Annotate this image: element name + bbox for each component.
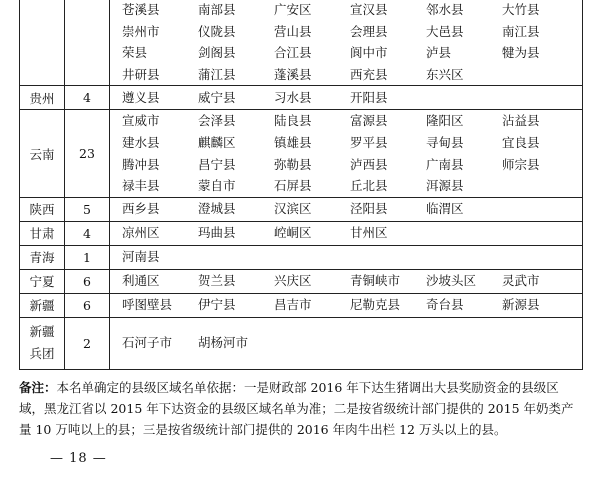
count-cell: 2: [65, 317, 110, 369]
county-grid: [110, 0, 582, 85]
county-name: 腾冲县: [122, 156, 160, 172]
county-name: 尼勒克县: [350, 297, 401, 313]
province-cell: [20, 0, 65, 86]
county-name: 灵武市: [502, 273, 540, 289]
county-name: 建水县: [122, 134, 160, 150]
province-cell: 青海: [20, 245, 65, 269]
county-name: 昌宁县: [198, 156, 236, 172]
county-name: 苍溪县: [122, 2, 160, 17]
county-grid: [110, 246, 582, 268]
county-name: 澄城县: [198, 201, 236, 217]
county-list-cell: [110, 269, 583, 293]
county-name: 荣县: [122, 45, 148, 61]
county-name: 遵义县: [122, 90, 160, 106]
count-cell: 1: [65, 245, 110, 269]
county-name: 大竹县: [502, 2, 540, 17]
county-list-cell: [110, 197, 583, 221]
county-name: 邻水县: [426, 2, 464, 17]
count-cell: [65, 0, 110, 86]
province-cell: 甘肃: [20, 221, 65, 245]
county-name: 习水县: [274, 90, 312, 106]
note-label: 备注：: [19, 380, 57, 395]
county-name: 西乡县: [122, 201, 160, 217]
county-name: 胡杨河市: [198, 335, 249, 351]
county-name: 蓬溪县: [274, 66, 312, 82]
county-name: 镇雄县: [274, 134, 312, 150]
count-cell: 6: [65, 269, 110, 293]
county-name: 师宗县: [502, 156, 540, 172]
province-cell: 贵州: [20, 86, 65, 110]
county-grid: [110, 294, 582, 316]
county-name: 泾阳县: [350, 201, 388, 217]
county-name: 隆阳区: [426, 113, 464, 129]
county-grid: [110, 270, 582, 292]
note: [19, 377, 579, 440]
county-name: 犍为县: [502, 45, 540, 61]
county-name: 青铜峡市: [350, 273, 401, 289]
county-list-cell: [110, 0, 583, 86]
county-name: 贺兰县: [198, 273, 236, 289]
county-grid: [110, 198, 582, 220]
county-name: 沾益县: [502, 113, 540, 129]
county-name: 广安区: [274, 2, 312, 17]
province-cell: 云南: [20, 110, 65, 197]
county-name: 罗平县: [350, 134, 388, 150]
table-row: [20, 245, 583, 269]
county-name: 呼图壁县: [122, 297, 173, 313]
county-name: 沙坡头区: [426, 273, 477, 289]
count-cell: 4: [65, 221, 110, 245]
county-name: 昌吉市: [274, 297, 312, 313]
county-name: 临渭区: [426, 201, 464, 217]
county-name: 井研县: [122, 66, 160, 82]
county-table: [19, 0, 583, 370]
county-name: 石河子市: [122, 335, 173, 351]
county-name: 弥勒县: [274, 156, 312, 172]
county-name: 洱源县: [426, 178, 464, 194]
county-name: 南江县: [502, 23, 540, 39]
county-name: 汉滨区: [274, 201, 312, 217]
count-cell: 4: [65, 86, 110, 110]
county-name: 东兴区: [426, 66, 464, 82]
county-name: 寻甸县: [426, 134, 464, 150]
county-name: 凉州区: [122, 225, 160, 241]
count-cell: 5: [65, 197, 110, 221]
province-cell: 新疆: [20, 293, 65, 317]
count-cell: 6: [65, 293, 110, 317]
table-row: [20, 0, 583, 86]
county-name: 剑阁县: [198, 45, 236, 61]
county-name: 丘北县: [350, 178, 388, 194]
county-list-cell: [110, 221, 583, 245]
county-name: 会理县: [350, 23, 388, 39]
county-list-cell: [110, 317, 583, 369]
county-name: 泸县: [426, 45, 452, 61]
county-name: 合江县: [274, 45, 312, 61]
county-grid: [110, 332, 582, 354]
county-grid: [110, 222, 582, 244]
county-name: 新源县: [502, 297, 540, 313]
county-name: 宣威市: [122, 113, 160, 129]
table-row: [20, 197, 583, 221]
note-text: 本名单确定的县级区域名单依据：一是财政部 2016 年下达生猪调出大县奖励资金的县级区域，黑龙江省以 2015 年下达资金的县级区域名单为准；二是按省级统计部门提供的 2015 年奶类产量 10 万吨以上的县；三是按省级统计部门提供的 2016 年肉牛出栏 12 万头以上的县。: [19, 380, 574, 437]
county-name: 仪陇县: [198, 23, 236, 39]
county-name: 富源县: [350, 113, 388, 129]
county-name: 泸西县: [350, 156, 388, 172]
province-cell: 新疆兵团: [20, 317, 65, 369]
county-name: 西充县: [350, 66, 388, 82]
county-name: 奇台县: [426, 297, 464, 313]
table-row: [20, 86, 583, 110]
county-name: 崆峒区: [274, 225, 312, 241]
county-name: 南部县: [198, 2, 236, 17]
county-name: 威宁县: [198, 90, 236, 106]
table-row: [20, 317, 583, 369]
county-grid: [110, 110, 582, 196]
table-row: [20, 221, 583, 245]
county-name: 甘州区: [350, 225, 388, 241]
county-name: 崇州市: [122, 23, 160, 39]
county-name: 广南县: [426, 156, 464, 172]
county-name: 麒麟区: [198, 134, 236, 150]
county-name: 蒲江县: [198, 66, 236, 82]
table-row: [20, 293, 583, 317]
county-name: 宣汉县: [350, 2, 388, 17]
county-name: 利通区: [122, 273, 160, 289]
county-list-cell: [110, 293, 583, 317]
county-list-cell: [110, 86, 583, 110]
province-cell: 陕西: [20, 197, 65, 221]
county-name: 石屏县: [274, 178, 312, 194]
county-table-body: [20, 0, 583, 369]
county-name: 阆中市: [350, 45, 388, 61]
county-list-cell: [110, 110, 583, 197]
county-name: 蒙自市: [198, 178, 236, 194]
county-name: 大邑县: [426, 23, 464, 39]
count-cell: 23: [65, 110, 110, 197]
county-name: 河南县: [122, 249, 160, 265]
table-row: [20, 269, 583, 293]
county-name: 开阳县: [350, 90, 388, 106]
province-cell: 宁夏: [20, 269, 65, 293]
county-name: 禄丰县: [122, 178, 160, 194]
county-name: 会泽县: [198, 113, 236, 129]
county-list-cell: [110, 245, 583, 269]
county-grid: [110, 87, 582, 109]
county-name: 宜良县: [502, 134, 540, 150]
table-row: [20, 110, 583, 197]
county-name: 兴庆区: [274, 273, 312, 289]
page-number: — 18 —: [50, 451, 107, 466]
county-name: 陆良县: [274, 113, 312, 129]
county-name: 玛曲县: [198, 225, 236, 241]
county-name: 伊宁县: [198, 297, 236, 313]
county-name: 营山县: [274, 23, 312, 39]
